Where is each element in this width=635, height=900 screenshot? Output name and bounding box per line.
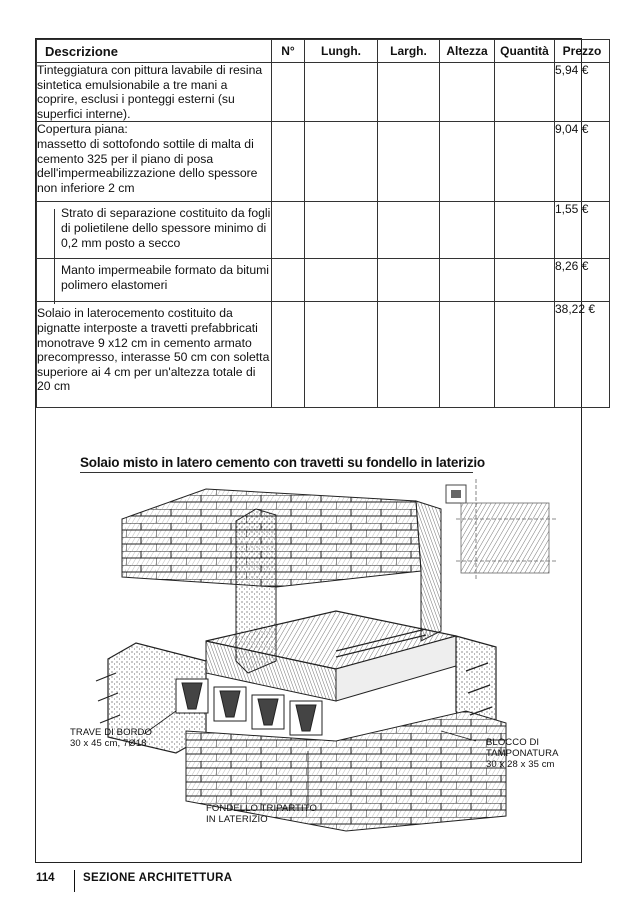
page-frame: [35, 38, 602, 863]
table-header-row: [37, 40, 610, 63]
cell-empty: [495, 259, 555, 302]
row-description: Strato di separazione costituito da fogli di polietilene dello spessore minimo di 0,2 mm posto a secco: [37, 202, 272, 259]
sub-item-indent-line: [54, 209, 55, 304]
trave-label: [70, 727, 152, 749]
table-row: [37, 202, 610, 259]
cell-empty: [440, 63, 495, 122]
row-description: Manto impermeabile formato da bitumi polimero elastomeri: [37, 259, 272, 302]
cell-empty: [378, 202, 440, 259]
blocco-name-1: BLOCCO DI: [486, 737, 540, 748]
header-numero: N°: [272, 40, 305, 63]
page-number: 114: [36, 872, 55, 884]
row-description: Solaio in laterocemento costituito da pignatte interposte a travetti prefabbricati monotrave 9 x12 cm in cemento armato precompresso, interasse 50 cm con soletta superiore ai 4 cm per un'altezza totale di 20 cm: [37, 302, 272, 408]
header-quantita: Quantità: [495, 40, 555, 63]
cell-empty: [378, 259, 440, 302]
slab-illustration: [36, 411, 581, 862]
cell-empty: [440, 122, 495, 202]
row-description: Tinteggiatura con pittura lavabile di resina sintetica emulsionabile a tre mani a coprire, esclusi i ponteggi esterni (su superfici interne).: [37, 63, 272, 122]
cell-empty: [272, 63, 305, 122]
fondello-line-1: FONDELLO TRIPARTITO: [206, 803, 317, 814]
fondello-label: [206, 803, 317, 825]
header-lunghezza: Lungh.: [305, 40, 378, 63]
cell-empty: [305, 202, 378, 259]
section-title: SEZIONE ARCHITETTURA: [83, 872, 233, 884]
figure-title: Solaio misto in latero cemento con travetti su fondello in laterizio: [80, 455, 485, 470]
cell-empty: [272, 202, 305, 259]
cell-empty: [440, 259, 495, 302]
cell-empty: [378, 302, 440, 408]
blocco-label: [486, 737, 559, 770]
blocco-name-2: TAMPONATURA: [486, 748, 559, 759]
row-price: 38,22 €: [555, 302, 610, 408]
cell-empty: [305, 122, 378, 202]
cell-empty: [272, 122, 305, 202]
row-description: Copertura piana: massetto di sottofondo sottile di malta di cemento 325 per il piano di posa dell'impermeabilizzazione dello spessore non inferiore 2 cm: [37, 122, 272, 202]
cell-empty: [440, 302, 495, 408]
table-row: [37, 122, 610, 202]
cell-empty: [378, 122, 440, 202]
cell-empty: [272, 259, 305, 302]
header-descrizione: Descrizione: [37, 40, 272, 63]
cell-empty: [495, 63, 555, 122]
table-row: [37, 302, 610, 408]
header-larghezza: Largh.: [378, 40, 440, 63]
cell-empty: [495, 202, 555, 259]
cell-empty: [495, 122, 555, 202]
cell-empty: [305, 63, 378, 122]
header-altezza: Altezza: [440, 40, 495, 63]
price-table: [36, 39, 610, 408]
row-price: 9,04 €: [555, 122, 610, 202]
construction-figure: [36, 411, 581, 862]
cell-empty: [495, 302, 555, 408]
cell-empty: [440, 202, 495, 259]
cell-empty: [305, 302, 378, 408]
row-price: 8,26 €: [555, 259, 610, 302]
footer-separator: [74, 870, 75, 892]
trave-dimensions: 30 x 45 cm, 7Ø18: [70, 738, 147, 749]
cell-empty: [378, 63, 440, 122]
row-price: 1,55 €: [555, 202, 610, 259]
fondello-line-2: IN LATERIZIO: [206, 814, 268, 825]
cell-empty: [305, 259, 378, 302]
table-row: [37, 259, 610, 302]
trave-name: TRAVE DI BORDO: [70, 727, 152, 738]
header-prezzo: Prezzo: [555, 40, 610, 63]
cell-empty: [272, 302, 305, 408]
row-price: 5,94 €: [555, 63, 610, 122]
blocco-dimensions: 30 x 28 x 35 cm: [486, 759, 555, 770]
table-row: [37, 63, 610, 122]
